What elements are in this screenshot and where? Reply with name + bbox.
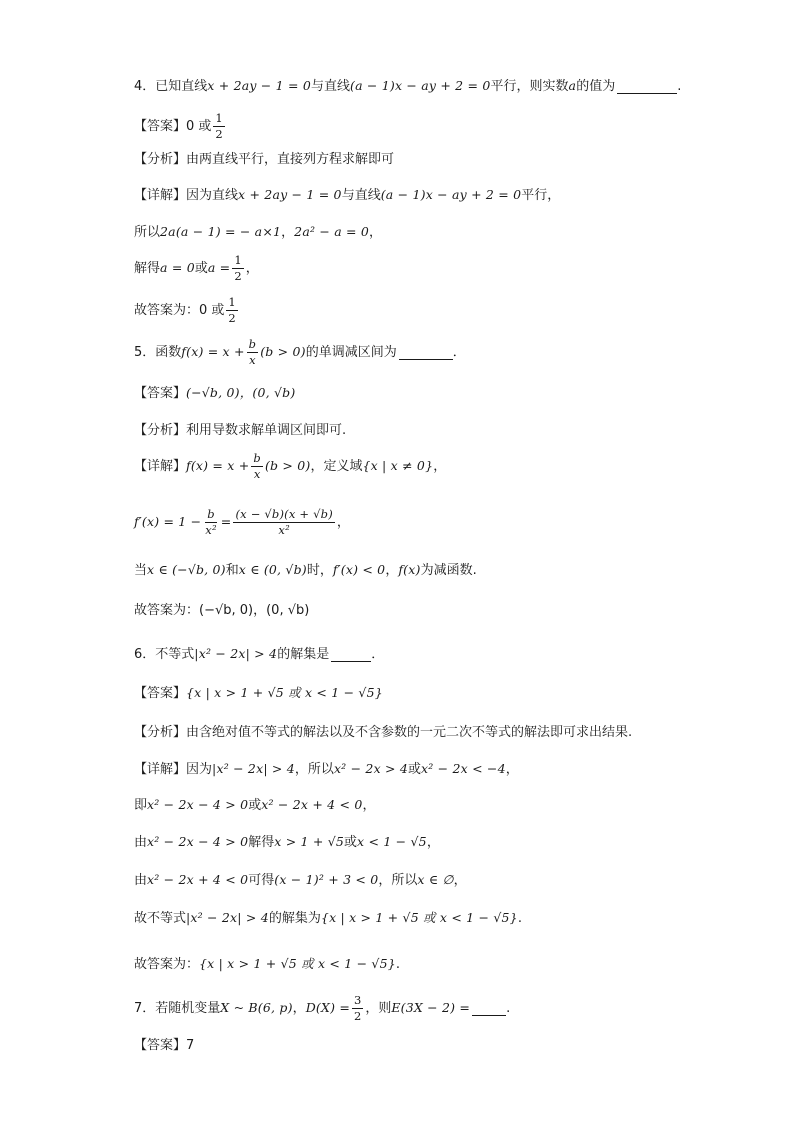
fraction (251, 452, 263, 480)
detail-text: 所以 (134, 224, 161, 240)
analysis-line (134, 139, 394, 179)
detail-text: ，所以 (294, 761, 334, 777)
detail-label: 【详解】 (134, 187, 187, 203)
fraction-denominator: 2 (354, 1008, 362, 1023)
math-equation: 2a(a − 1) = − a×1 (160, 223, 282, 239)
detail-line (134, 590, 309, 630)
fraction-denominator: x (249, 352, 256, 367)
math-equation: x + 2ay − 1 = 0 (207, 77, 311, 93)
math-equation: x > 1 + √5 (274, 833, 345, 849)
detail-text: 即 (134, 797, 148, 813)
question-end: ． (371, 646, 385, 662)
analysis-label: 【分析】 (134, 422, 187, 438)
detail-text: ， (426, 834, 440, 850)
detail-text: 时， (306, 562, 333, 578)
fraction-denominator: x² (205, 522, 217, 537)
question-text: 的值为 (576, 78, 616, 94)
detail-text: 或 (194, 260, 208, 276)
math-equation: f(x) = x + (186, 457, 250, 473)
detail-text: . (395, 956, 401, 972)
detail-text: 当 (134, 562, 148, 578)
question-text: 若随机变量 (155, 1000, 221, 1016)
detail-text: 为减函数. (420, 562, 477, 578)
question-number: 4． (134, 78, 156, 94)
answer-label: 【答案】 (134, 118, 187, 134)
analysis-label: 【分析】 (134, 151, 187, 167)
question-text: 已知直线 (155, 78, 208, 94)
math-equation: (x − 1)² + 3 < 0 (274, 871, 379, 887)
detail-text: 或 (344, 834, 358, 850)
math-equation: {x | x > 1 + √5 或 x < 1 − √5} (320, 909, 518, 925)
detail-text: . (517, 910, 522, 926)
math-equation: |x² − 2x| > 4 (194, 645, 278, 661)
answer-blank (472, 1001, 506, 1016)
answer-line (134, 1025, 194, 1065)
detail-text: 由 (134, 872, 148, 888)
math-equation: E(3X − 2) = (391, 999, 471, 1015)
math-equation: D(X) = (305, 999, 351, 1015)
answer-blank (331, 647, 371, 662)
math-equation: x² − 2x < −4 (421, 760, 506, 776)
detail-line (134, 944, 400, 984)
analysis-text: 由两直线平行，直接列方程求解即可 (186, 151, 395, 167)
question-number: 6． (134, 646, 156, 662)
detail-text: 解得 (248, 834, 275, 850)
detail-text: ， (385, 562, 399, 578)
detail-text: ， (369, 224, 383, 240)
math-equation: f′(x) = 1 − (134, 513, 202, 529)
fraction-numerator: b (253, 450, 261, 465)
question-number: 7． (134, 1000, 156, 1016)
detail-text: ， (281, 224, 295, 240)
question-7 (134, 988, 510, 1028)
fraction-numerator: 1 (234, 252, 242, 267)
question-end: ． (452, 344, 466, 360)
detail-line (134, 175, 560, 215)
detail-text: ，定义域 (310, 458, 363, 474)
fraction-denominator: 2 (234, 268, 242, 283)
fraction (232, 254, 243, 282)
question-end: . (677, 78, 682, 94)
answer-value: (−√b, 0)，(0, √b) (186, 384, 296, 400)
detail-line (134, 898, 522, 938)
math-equation: (a − 1)x − ay + 2 = 0 (380, 186, 522, 202)
question-text: 函数 (155, 344, 182, 360)
answer-value: {x | x > 1 + √5 或 x < 1 − √5} (186, 684, 383, 700)
math-equation: |x² − 2x| > 4 (186, 909, 269, 925)
math-equation: a = 0 (160, 259, 195, 275)
math-equation: x ∈ (−√b, 0) (147, 561, 226, 577)
detail-line (134, 502, 350, 542)
detail-text: ， (245, 260, 259, 276)
answer-label: 【答案】 (134, 1037, 187, 1053)
detail-line (134, 785, 376, 825)
detail-text: 和 (225, 562, 239, 578)
answer-value: 0 或 (186, 118, 212, 134)
math-equation: f(x) = x + (181, 343, 245, 359)
detail-label: 【详解】 (134, 761, 187, 777)
detail-label: 【详解】 (134, 458, 187, 474)
math-equation: x ∈ (0, √b) (238, 561, 307, 577)
answer-line (134, 673, 383, 713)
detail-text: 平行， (521, 187, 561, 203)
math-equation: a = (207, 259, 231, 275)
math-equation: x ∈ ∅ (417, 871, 454, 887)
fraction-numerator: 1 (228, 294, 236, 309)
detail-line (134, 290, 240, 330)
fraction-denominator: x (253, 466, 261, 481)
math-equation: {x | x > 1 + √5 或 x < 1 − √5} (199, 955, 396, 971)
answer-label: 【答案】 (134, 385, 187, 401)
answer-label: 【答案】 (134, 685, 187, 701)
fraction-numerator: 3 (354, 992, 362, 1007)
detail-line (134, 822, 440, 862)
detail-text: ， (336, 514, 350, 530)
question-number: 5． (134, 344, 156, 360)
math-equation: x + 2ay − 1 = 0 (238, 186, 342, 202)
question-text: ， (292, 1000, 306, 1016)
fraction-denominator: 2 (215, 126, 223, 141)
question-text: ，则 (365, 1000, 392, 1016)
detail-text: 故答案为： (134, 956, 200, 972)
math-equation: 2a² − a = 0 (294, 223, 370, 239)
question-text: 的单调减区间为 (305, 344, 397, 360)
question-end: . (506, 1000, 511, 1016)
detail-text: 故答案为：0 或 (134, 302, 225, 318)
question-6 (134, 634, 384, 674)
analysis-label: 【分析】 (134, 724, 187, 740)
detail-text: 或 (408, 761, 422, 777)
question-text: 的解集是 (277, 646, 330, 662)
detail-text: 因为 (186, 761, 213, 777)
detail-text: ，所以 (378, 872, 418, 888)
fraction-numerator: b (207, 506, 215, 521)
math-equation: x² − 2x + 4 < 0 (147, 871, 249, 887)
answer-value: 7 (186, 1037, 195, 1053)
question-text: 与直线 (310, 78, 350, 94)
question-text: 不等式 (155, 646, 195, 662)
fraction (247, 338, 259, 366)
math-equation: (a − 1)x − ay + 2 = 0 (350, 77, 491, 93)
fraction-denominator: 2 (228, 310, 236, 325)
math-equation: x² − 2x − 4 > 0 (147, 833, 249, 849)
fraction (233, 508, 334, 536)
fraction-numerator: 1 (215, 110, 223, 125)
math-equation: f′(x) < 0 (332, 561, 386, 577)
detail-text: ， (505, 761, 519, 777)
math-equation: X ~ B(6, p) (220, 999, 293, 1015)
detail-text: 由 (134, 834, 148, 850)
detail-line (134, 749, 519, 789)
detail-text: 可得 (248, 872, 275, 888)
math-equation: x² − 2x + 4 < 0 (261, 796, 363, 812)
answer-line (134, 373, 295, 413)
fraction (226, 296, 237, 324)
detail-text: 或 (248, 797, 262, 813)
math-equation: f(x) (398, 561, 421, 577)
fraction (213, 112, 224, 140)
analysis-line (134, 712, 632, 752)
fraction-numerator: b (248, 336, 257, 351)
question-4 (134, 66, 681, 106)
analysis-line (134, 410, 346, 450)
detail-text: ， (453, 872, 467, 888)
math-equation: {x | x ≠ 0} (362, 457, 434, 473)
detail-text: ， (433, 458, 447, 474)
fraction (203, 508, 219, 536)
fraction-denominator: x² (278, 522, 290, 537)
answer-blank (617, 79, 677, 94)
detail-text: 解得 (134, 260, 161, 276)
detail-text: 因为直线 (186, 187, 239, 203)
question-text: 平行，则实数 (490, 78, 569, 94)
detail-text: 故答案为：(−√b, 0)，(0, √b) (134, 602, 310, 618)
detail-text: ， (362, 797, 376, 813)
math-equation: = (220, 513, 232, 529)
analysis-text: 利用导数求解单调区间即可. (186, 422, 347, 438)
detail-text: 的解集为 (268, 910, 321, 926)
fraction-numerator: (x − √b)(x + √b) (235, 506, 333, 521)
detail-line (134, 550, 477, 590)
detail-line (134, 860, 467, 900)
detail-text: 与直线 (341, 187, 381, 203)
math-equation: (b > 0) (260, 343, 306, 359)
math-equation: (b > 0) (264, 457, 311, 473)
detail-line (134, 446, 446, 486)
analysis-text: 由含绝对值不等式的解法以及不含参数的一元二次不等式的解法即可求出结果. (186, 724, 633, 740)
math-equation: |x² − 2x| > 4 (212, 760, 295, 776)
answer-blank (399, 345, 453, 360)
math-equation: x < 1 − √5 (357, 833, 427, 849)
question-5 (134, 332, 466, 372)
math-variable: a (568, 77, 577, 93)
detail-text: 故不等式 (134, 910, 187, 926)
detail-line (134, 248, 259, 288)
math-equation: x² − 2x − 4 > 0 (147, 796, 249, 812)
math-equation: x² − 2x > 4 (333, 760, 408, 776)
detail-line (134, 212, 382, 252)
fraction (352, 994, 363, 1022)
